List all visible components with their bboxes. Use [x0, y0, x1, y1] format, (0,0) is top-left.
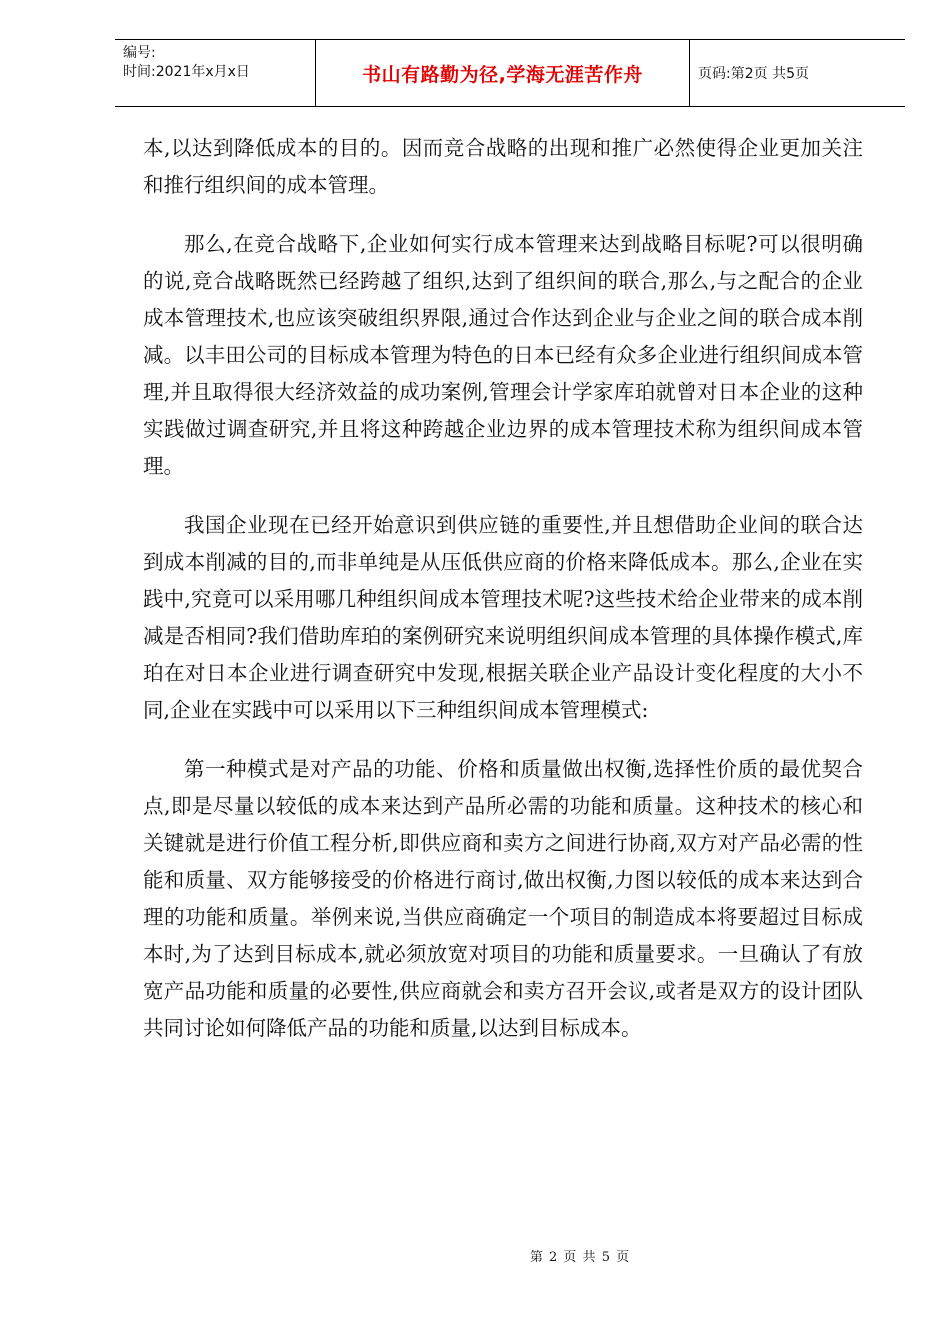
header-motto: 书山有路勤为径,学海无涯苦作舟 — [362, 63, 643, 86]
document-time-label: 时间:2021年x月x日 — [123, 64, 250, 80]
page-footer — [0, 1246, 950, 1265]
header-page-cell — [690, 40, 905, 106]
footer-page-number: 第 2 页 共 5 页 — [529, 1250, 631, 1265]
document-id-label: 编号: — [123, 45, 156, 61]
header-meta-cell — [115, 40, 316, 106]
header-page-number: 页码:第2页 共5页 — [698, 66, 809, 82]
body-paragraph: 本,以达到降低成本的目的。因而竞合战略的出现和推广必然使得企业更加关注和推行组织间的成本管理。 — [143, 136, 863, 197]
document-header — [115, 39, 905, 107]
header-motto-cell — [316, 40, 690, 106]
body-paragraph: 第一种模式是对产品的功能、价格和质量做出权衡,选择性价质的最优契合点,即是尽量以较低的成本来达到产品所必需的功能和质量。这种技术的核心和关键就是进行价值工程分析,即供应商和卖方之间进行协商,双方对产品必需的性能和质量、双方能够接受的价格进行商讨,做出权衡,力图以较低的成本来达到合理的功能和质量。举例来说,当供应商确定一个项目的制造成本将要超过目标成本时,为了达到目标成本,就必须放宽对项目的功能和质量要求。一旦确认了有放宽产品功能和质量的必要性,供应商就会和卖方召开会议,或者是双方的设计团队共同讨论如何降低产品的功能和质量,以达到目标成本。 — [143, 757, 863, 1040]
document-body — [143, 130, 863, 1069]
body-paragraph: 我国企业现在已经开始意识到供应链的重要性,并且想借助企业间的联合达到成本削减的目的,而非单纯是从压低供应商的价格来降低成本。那么,企业在实践中,究竟可以采用哪几种组织间成本管理技术呢?这些技术给企业带来的成本削减是否相同?我们借助库珀的案例研究来说明组织间成本管理的具体操作模式,库珀在对日本企业进行调查研究中发现,根据关联企业产品设计变化程度的大小不同,企业在实践中可以采用以下三种组织间成本管理模式: — [143, 513, 863, 722]
body-paragraph: 那么,在竞合战略下,企业如何实行成本管理来达到战略目标呢?可以很明确的说,竞合战略既然已经跨越了组织,达到了组织间的联合,那么,与之配合的企业成本管理技术,也应该突破组织界限,通过合作达到企业与企业之间的联合成本削减。以丰田公司的目标成本管理为特色的日本已经有众多企业进行组织间成本管理,并且取得很大经济效益的成功案例,管理会计学家库珀就曾对日本企业的这种实践做过调查研究,并且将这种跨越企业边界的成本管理技术称为组织间成本管理。 — [143, 232, 863, 478]
